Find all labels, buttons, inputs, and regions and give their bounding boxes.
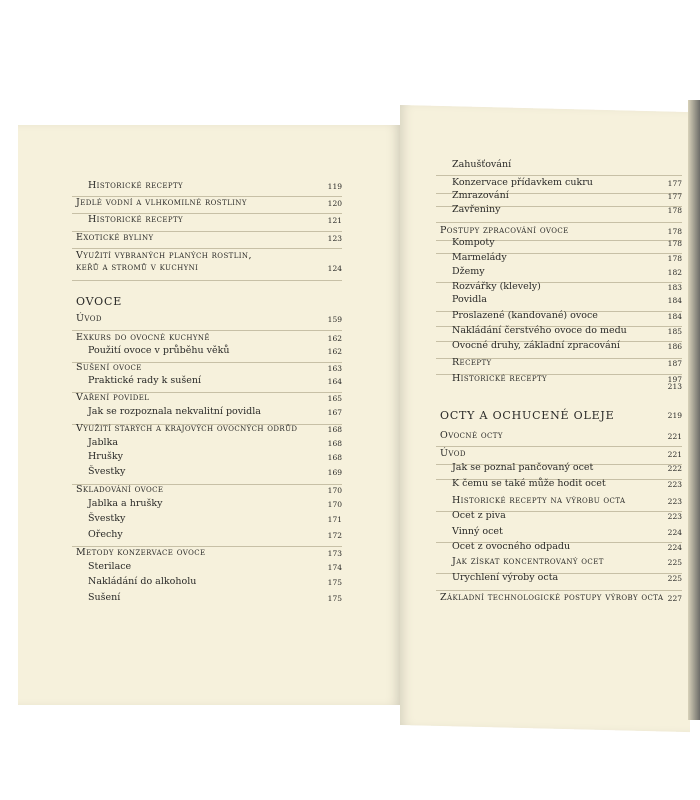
- toc-entry-title: Historické recepty na výrobu octa: [452, 495, 626, 506]
- toc-entry-page-number: 170: [327, 486, 342, 495]
- toc-entry-title: K čemu se také může hodit ocet: [452, 478, 606, 489]
- toc-entry-page-number: 175: [327, 594, 342, 603]
- toc-entry-page-number: 167: [327, 408, 342, 417]
- toc-entry-page-number: 227: [667, 594, 682, 603]
- toc-entry-title: Jak se rozpoznala nekvalitní povidla: [88, 406, 261, 417]
- toc-entry-title: Ocet z piva: [452, 510, 506, 521]
- toc-entry-title: Hrušky: [88, 451, 123, 462]
- toc-entry-title: Marmelády: [452, 252, 507, 263]
- toc-entry-title: Jablka a hrušky: [88, 498, 163, 509]
- toc-entry-page-number: 223: [667, 497, 682, 506]
- toc-entry-page-number: 224: [667, 543, 682, 552]
- toc-entry-title: Sušení ovoce: [76, 362, 142, 373]
- toc-entry-title: Základní technologické postupy výroby octa: [440, 592, 664, 603]
- toc-entry-title: Vaření povidel: [76, 392, 150, 403]
- toc-entry-page-number: 177: [667, 179, 682, 188]
- toc-entry-title: Nakládání čerstvého ovoce do medu: [452, 325, 627, 336]
- toc-entry-title: Džemy: [452, 266, 485, 277]
- toc-entry-page-number: 159: [327, 315, 342, 324]
- toc-entry-page-number: 197: [667, 375, 682, 384]
- toc-entry-page-number: 168: [327, 453, 342, 462]
- toc-entry-title: Povidla: [452, 294, 487, 305]
- toc-entry-page-number: 172: [327, 531, 342, 540]
- toc-entry-title: Švestky: [88, 513, 126, 524]
- toc-entry-title: Jak se poznal pančovaný ocet: [452, 462, 594, 473]
- toc-entry-page-number: 120: [327, 199, 342, 208]
- toc-entry-title: keřů a stromů v kuchyni: [76, 262, 199, 273]
- toc-entry-title: Sterilace: [88, 561, 132, 572]
- toc-entry-title: Zmrazování: [452, 190, 509, 201]
- toc-entry-title: Ořechy: [88, 529, 123, 540]
- toc-entry-title: Vinný ocet: [452, 526, 503, 537]
- toc-entry-page-number: 173: [327, 549, 342, 558]
- toc-entry-title: Postupy zpracování ovoce: [440, 225, 569, 236]
- toc-entry-page-number: 175: [327, 578, 342, 587]
- separator-line: [436, 446, 682, 447]
- toc-entry-page-number: 222: [667, 464, 682, 473]
- toc-entry-page-number: 170: [327, 500, 342, 509]
- toc-entry-title: Rozvářky (klevely): [452, 281, 541, 292]
- toc-entry-page-number: 183: [667, 283, 682, 292]
- toc-entry-page-number: 178: [667, 227, 682, 236]
- toc-entry-title: Švestky: [88, 466, 126, 477]
- toc-entry-page-number: 177: [667, 192, 682, 201]
- book-edge: [688, 100, 700, 720]
- toc-entry-title: Úvod: [440, 448, 466, 459]
- toc-entry-title: Recepty: [452, 357, 492, 368]
- toc-entry-title: Využití vybraných planých rostlin,: [76, 250, 252, 261]
- toc-entry-title: Historické recepty: [88, 180, 184, 191]
- toc-entry-title: Exotické byliny: [76, 232, 154, 243]
- toc-entry-page-number: 165: [327, 394, 342, 403]
- toc-entry-title: OVOCE: [76, 295, 123, 308]
- toc-entry-page-number: 184: [667, 296, 682, 305]
- toc-entry-page-number: 124: [327, 264, 342, 273]
- toc-entry-title: Ovocné druhy, základní zpracování: [452, 340, 620, 351]
- toc-entry-page-number: 174: [327, 563, 342, 572]
- toc-entry-title: Historické recepty: [452, 373, 548, 384]
- toc-entry-title: Využití starých a krajových ovocných odrůd: [76, 423, 298, 434]
- separator-line: [436, 222, 682, 223]
- toc-entry-title: Zavřeniny: [452, 204, 501, 215]
- toc-entry-page-number: 213: [667, 382, 682, 391]
- toc-entry-title: Urychlení výroby octa: [452, 572, 559, 583]
- toc-entry-title: Úvod: [76, 313, 102, 324]
- toc-entry-page-number: 164: [327, 377, 342, 386]
- toc-entry-page-number: 121: [327, 216, 342, 225]
- toc-entry-title: Kompoty: [452, 237, 495, 248]
- toc-entry-page-number: 178: [667, 206, 682, 215]
- toc-entry-title: Použití ovoce v průběhu věků: [88, 345, 230, 356]
- toc-entry-title: Skladování ovoce: [76, 484, 164, 495]
- toc-entry-page-number: 171: [327, 515, 342, 524]
- separator-line: [436, 175, 682, 176]
- toc-entry-title: Ovocné octy: [440, 430, 503, 441]
- separator-line: [72, 248, 342, 249]
- toc-entry-page-number: 178: [667, 239, 682, 248]
- toc-entry-page-number: 119: [327, 182, 342, 191]
- toc-entry-title: Jablka: [88, 437, 119, 448]
- toc-entry-title: Praktické rady k sušení: [88, 375, 202, 386]
- toc-entry-page-number: 178: [667, 254, 682, 263]
- toc-entry-title: Konzervace přídavkem cukru: [452, 177, 593, 188]
- toc-entry-page-number: 123: [327, 234, 342, 243]
- toc-entry-page-number: 225: [667, 574, 682, 583]
- toc-entry-page-number: 225: [667, 558, 682, 567]
- toc-entry-page-number: 169: [327, 468, 342, 477]
- toc-entry-page-number: 168: [327, 425, 342, 434]
- toc-entry-page-number: 185: [667, 327, 682, 336]
- toc-entry-page-number: 219: [667, 411, 682, 420]
- toc-entry-page-number: 187: [667, 359, 682, 368]
- toc-entry-title: Zahušťování: [452, 159, 512, 170]
- toc-entry-title: Exkurs do ovocné kuchyně: [76, 332, 210, 343]
- separator-line: [436, 590, 682, 591]
- toc-entry-page-number: 163: [327, 364, 342, 373]
- toc-entry-title: Jedlé vodní a vlhkomilné rostliny: [76, 197, 247, 208]
- toc-entry-page-number: 162: [327, 334, 342, 343]
- toc-entry-page-number: 223: [667, 480, 682, 489]
- toc-entry-page-number: 168: [327, 439, 342, 448]
- toc-entry-title: Jak získat koncentrovaný ocet: [452, 556, 604, 567]
- toc-entry-title: Proslazené (kandované) ovoce: [452, 310, 598, 321]
- toc-entry-page-number: 221: [667, 450, 682, 459]
- toc-entry-title: Historické recepty: [88, 214, 184, 225]
- toc-entry-page-number: 162: [327, 347, 342, 356]
- toc-entry-page-number: 182: [667, 268, 682, 277]
- toc-entry-title: OCTY A OCHUCENÉ OLEJE: [440, 409, 615, 422]
- toc-entry-title: Sušení: [88, 592, 121, 603]
- toc-entry-title: Nakládání do alkoholu: [88, 576, 197, 587]
- toc-entry-page-number: 221: [667, 432, 682, 441]
- toc-entry-page-number: 224: [667, 528, 682, 537]
- separator-line: [72, 330, 342, 331]
- toc-entry-page-number: 186: [667, 342, 682, 351]
- toc-entry-title: Metody konzervace ovoce: [76, 547, 206, 558]
- toc-entry-page-number: 184: [667, 312, 682, 321]
- toc-entry-page-number: 223: [667, 512, 682, 521]
- toc-entry-title: Ocet z ovocného odpadu: [452, 541, 571, 552]
- separator-line: [72, 280, 342, 281]
